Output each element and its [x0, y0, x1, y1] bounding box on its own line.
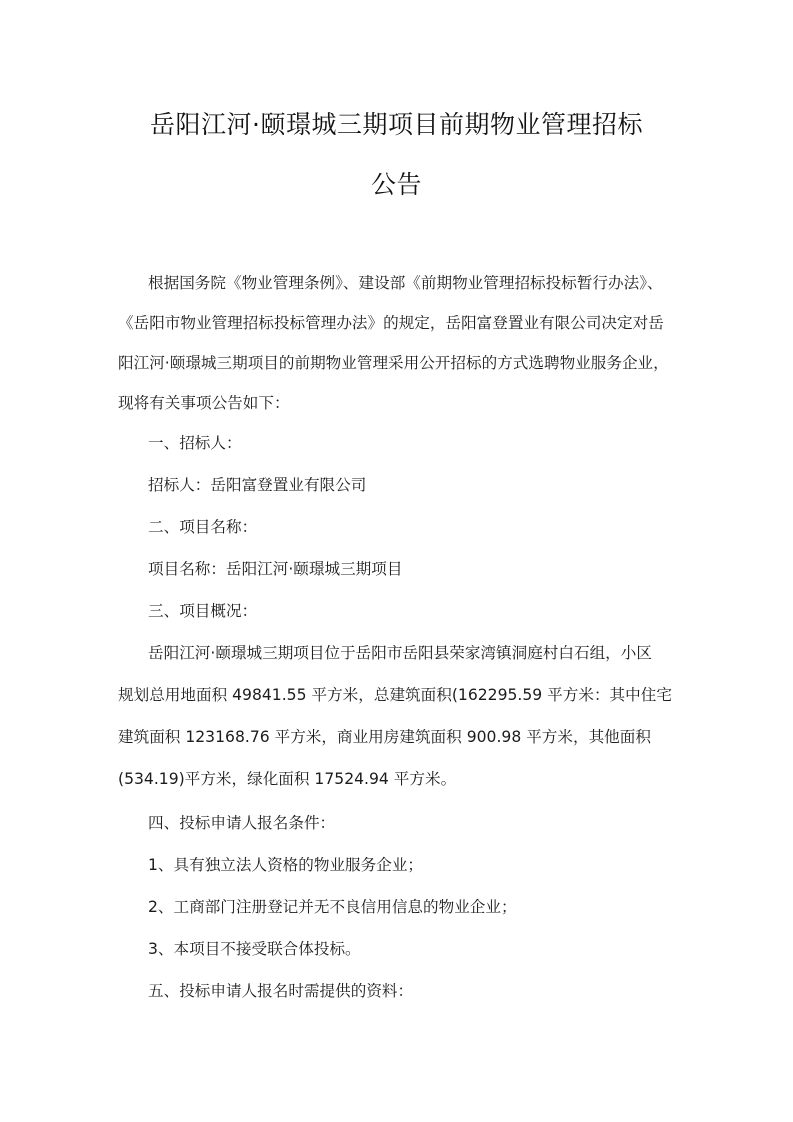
overview-line-2: 规划总用地面积 49841.55 平方米，总建筑面积(162295.59 平方米：其中住宅 [118, 686, 672, 704]
project-name-line: 项目名称：岳阳江河·颐璟城三期项目 [148, 560, 403, 578]
overview-line-1: 岳阳江河·颐璟城三期项目位于岳阳市岳阳县荣家湾镇洞庭村白石组，小区 [148, 644, 652, 662]
tenderer-line: 招标人：岳阳富登置业有限公司 [148, 476, 367, 494]
eligibility-item-3: 3、本项目不接受联合体投标。 [148, 940, 361, 958]
eligibility-item-1: 1、具有独立法人资格的物业服务企业； [148, 856, 424, 874]
section-heading-project-name: 二、项目名称： [148, 518, 258, 536]
intro-paragraph-line-2: 《岳阳市物业管理招标投标管理办法》的规定，岳阳富登置业有限公司决定对岳 [118, 314, 664, 332]
document-title-line-1: 岳阳江河·颐璟城三期项目前期物业管理招标 [150, 110, 643, 139]
section-heading-tenderer: 一、招标人： [148, 434, 242, 452]
overview-line-4: (534.19)平方米，绿化面积 17524.94 平方米。 [118, 770, 457, 788]
intro-paragraph-line-3: 阳江河·颐璟城三期项目的前期物业管理采用公开招标的方式选聘物业服务企业， [118, 354, 669, 372]
section-heading-eligibility: 四、投标申请人报名条件： [148, 814, 336, 832]
intro-paragraph-line-1: 根据国务院《物业管理条例》、建设部《前期物业管理招标投标暂行办法》、 [148, 274, 663, 292]
document-title-line-2: 公告 [370, 170, 422, 199]
overview-line-3: 建筑面积 123168.76 平方米，商业用房建筑面积 900.98 平方米，其他面积 [118, 728, 651, 746]
intro-paragraph-line-4: 现将有关事项公告如下： [118, 394, 290, 412]
section-heading-required-documents: 五、投标申请人报名时需提供的资料： [148, 982, 414, 1000]
section-heading-project-overview: 三、项目概况： [148, 602, 258, 620]
eligibility-item-2: 2、工商部门注册登记并无不良信用信息的物业企业； [148, 898, 517, 916]
